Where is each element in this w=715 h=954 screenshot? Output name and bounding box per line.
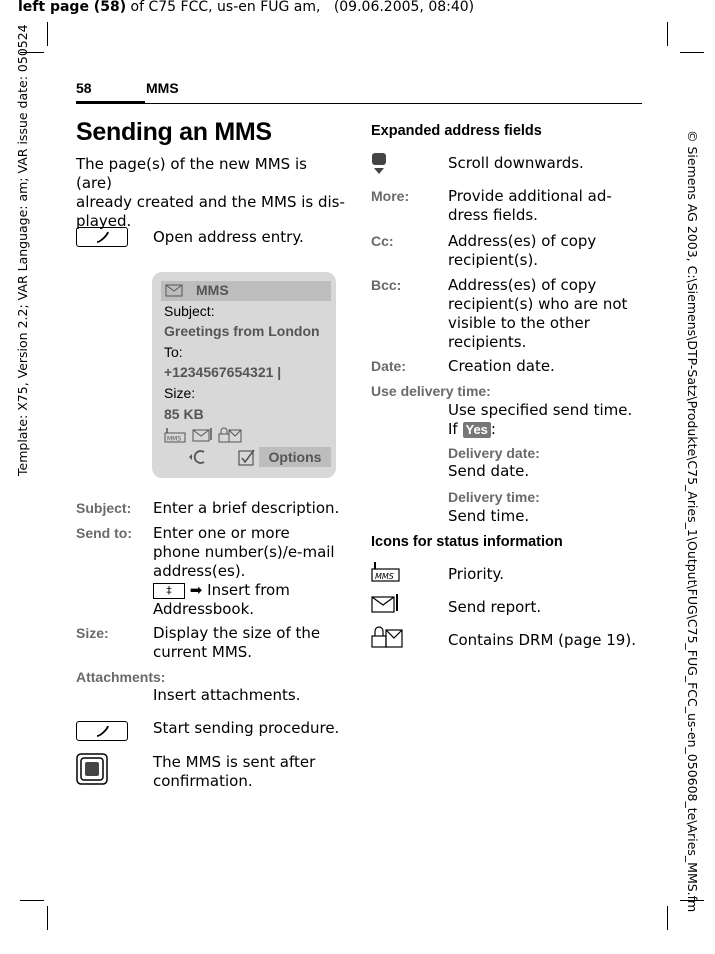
size-text (153, 624, 320, 662)
cc-label: Cc: (371, 233, 394, 249)
drm-icon (371, 626, 403, 648)
crop-mark (47, 906, 48, 930)
bcc-line: visible to the other (448, 314, 590, 332)
sent-line: The MMS is sent after (153, 753, 316, 771)
crop-mark (680, 52, 704, 53)
attachments-text: Insert attachments. (153, 686, 301, 704)
intro-line: The page(s) of the new MMS is (are) (76, 155, 307, 192)
scroll-down-icon (371, 152, 387, 176)
subject-text: Enter a brief description. (153, 499, 340, 517)
copyright-text: © Siemens AG 2003, C:\Siemens\DTP-Satz\Produkte\C75_Aries_1\Output\FUG\C75_FUG_FCC_us-en_050608_te\Aries_MMS.fm (685, 130, 700, 913)
bcc-label: Bcc: (371, 277, 402, 293)
attachments-label: Attachments: (76, 669, 166, 685)
intro-line: played. (76, 212, 132, 230)
udt-line: Use specified send time. (448, 401, 633, 419)
drm-text: Contains DRM (page 19). (448, 631, 636, 649)
sendto-text (153, 524, 335, 619)
center-key-icon (76, 753, 108, 785)
size-label: Size: (76, 625, 109, 641)
sendto-label: Send to: (76, 525, 132, 541)
more-line: Provide additional ad- (448, 187, 612, 205)
sendto-line: address(es). (153, 562, 246, 580)
header-rule (145, 103, 642, 104)
print-header (18, 0, 474, 15)
header-page-ref: left page (58) (18, 0, 127, 15)
delivery-date-label: Delivery date: (448, 445, 540, 461)
header-date: (09.06.2005, 08:40) (333, 0, 475, 15)
crop-mark (667, 22, 668, 46)
date-text: Creation date. (448, 357, 555, 375)
udt-if-line (448, 420, 632, 439)
phone-display (152, 272, 336, 478)
delivery-time-text: Send time. (448, 507, 530, 525)
display-subject-value: Greetings from London (164, 323, 320, 339)
sent-text (153, 753, 315, 791)
subject-label: Subject: (76, 500, 132, 516)
arrow-icon: ➡ (189, 581, 203, 599)
send-report-text: Send report. (448, 598, 542, 616)
bcc-line: recipients. (448, 333, 527, 351)
crop-mark (20, 900, 44, 901)
delivery-time-label: Delivery time: (448, 489, 540, 505)
yes-softkey: Yes (463, 422, 491, 438)
display-title: MMS (196, 282, 229, 298)
open-address-text: Open address entry. (153, 228, 304, 246)
more-line: dress fields. (448, 206, 538, 224)
date-label: Date: (371, 358, 407, 374)
header-rule-thick (76, 101, 145, 104)
size-line: Display the size of the (153, 624, 321, 642)
insert-line-2: Addressbook. (153, 600, 255, 618)
send-report-icon (371, 593, 401, 615)
cc-line: recipient(s). (448, 251, 539, 269)
crop-mark (667, 906, 668, 930)
page-number: 58 (76, 80, 92, 96)
send-report-icon (192, 427, 214, 443)
checkbox-icon (238, 449, 256, 466)
call-key-icon (76, 227, 128, 247)
display-size-label: Size: (164, 385, 196, 401)
priority-icon (164, 427, 186, 443)
start-sending-text: Start sending procedure. (153, 719, 340, 737)
expanded-heading: Expanded address fields (371, 123, 542, 139)
envelope-icon (165, 284, 183, 297)
display-size-value: 85 KB (164, 406, 204, 422)
display-to-value: +1234567654321 | (164, 364, 282, 380)
section-title: MMS (146, 80, 179, 96)
display-title-bar (161, 281, 331, 301)
bcc-line: recipient(s) who are not (448, 295, 628, 313)
display-to-label: To: (164, 344, 183, 360)
display-subject-label: Subject: (164, 303, 215, 319)
more-label: More: (371, 188, 410, 204)
crop-mark (47, 22, 48, 46)
call-key-icon (76, 721, 128, 741)
udt-colon: : (490, 420, 496, 438)
delivery-date-text: Send date. (448, 462, 530, 480)
intro-line: already created and the MMS is dis- (76, 193, 345, 211)
bcc-line: Address(es) of copy (448, 276, 597, 294)
svg-text:MMS: MMS (167, 435, 182, 443)
template-info (0, 24, 30, 490)
options-softkey[interactable]: Options (259, 447, 331, 467)
delivery-time-option-text (448, 401, 632, 439)
drm-icon (218, 427, 242, 443)
insert-line (153, 581, 335, 600)
more-text (448, 187, 612, 225)
template-info-text: Template: X75, Version 2.2; VAR Language: am; VAR issue date: 050524 (15, 24, 30, 476)
icons-heading: Icons for status information (371, 534, 563, 550)
insert-text: Insert from (207, 581, 290, 599)
priority-text: Priority. (448, 565, 505, 583)
size-line: current MMS. (153, 643, 253, 661)
copyright-info (685, 130, 715, 950)
header-file: of C75 FCC, us-en FUG am, (126, 0, 321, 15)
sendto-line: Enter one or more (153, 524, 290, 542)
clear-key-icon (186, 448, 208, 466)
sendto-line: phone number(s)/e-mail (153, 543, 335, 561)
nav-key-icon: ‡ (153, 583, 185, 599)
page-title: Sending an MMS (76, 118, 272, 146)
cc-line: Address(es) of copy (448, 232, 597, 250)
bcc-text (448, 276, 627, 352)
scroll-text: Scroll downwards. (448, 154, 584, 172)
delivery-time-option-label: Use delivery time: (371, 383, 491, 399)
svg-text:MMS: MMS (375, 572, 394, 581)
intro-paragraph (76, 155, 346, 231)
sent-line: confirmation. (153, 772, 253, 790)
cc-text (448, 232, 596, 270)
priority-icon (371, 561, 401, 583)
udt-if: If (448, 420, 458, 438)
